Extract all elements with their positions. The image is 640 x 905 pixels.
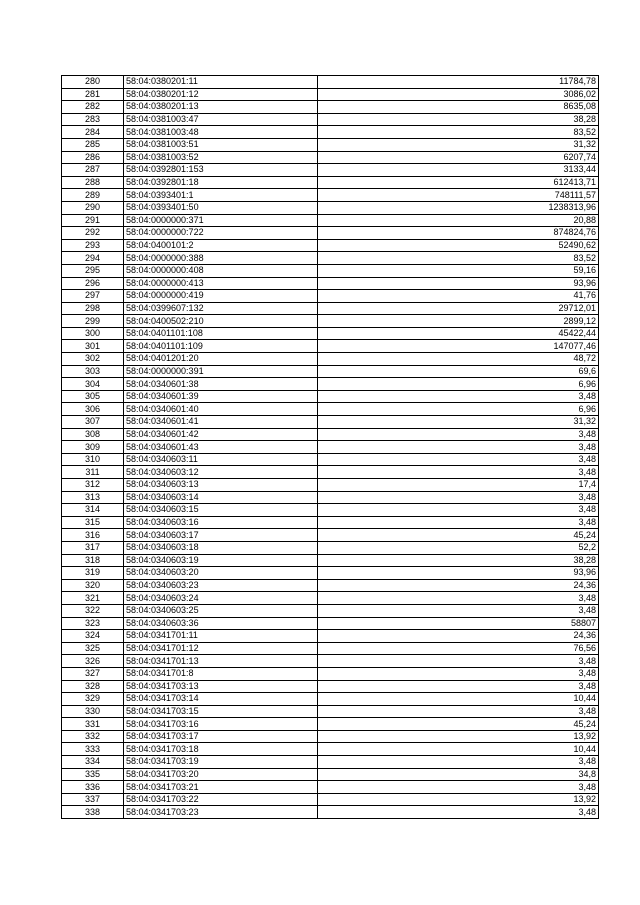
table-row [62,479,599,492]
cadastral-number-cell: 58:04:0341703:20 [124,768,318,781]
row-number-cell: 300 [62,327,124,340]
row-number-cell: 296 [62,277,124,290]
cadastral-number-cell: 58:04:0340603:19 [124,554,318,567]
row-number-cell: 283 [62,113,124,126]
table-row [62,151,599,164]
cadastral-number-cell: 58:04:0000000:391 [124,365,318,378]
value-cell: 59,16 [318,264,599,277]
row-number-cell: 318 [62,554,124,567]
table-row [62,567,599,580]
table-row [62,416,599,429]
row-number-cell: 327 [62,667,124,680]
row-number-cell: 312 [62,479,124,492]
table-row [62,138,599,151]
value-cell: 10,44 [318,743,599,756]
row-number-cell: 280 [62,76,124,89]
cadastral-number-cell: 58:04:0340603:18 [124,541,318,554]
table-row [62,642,599,655]
row-number-cell: 303 [62,365,124,378]
table-row [62,554,599,567]
row-number-cell: 304 [62,378,124,391]
cadastral-number-cell: 58:04:0340603:13 [124,479,318,492]
cadastral-number-cell: 58:04:0399607:132 [124,302,318,315]
value-cell: 748111,57 [318,189,599,202]
cadastral-number-cell: 58:04:0340601:40 [124,403,318,416]
cadastral-number-cell: 58:04:0000000:408 [124,264,318,277]
cadastral-number-cell: 58:04:0393401:50 [124,201,318,214]
row-number-cell: 333 [62,743,124,756]
row-number-cell: 285 [62,138,124,151]
table-row [62,768,599,781]
value-cell: 76,56 [318,642,599,655]
cadastral-number-cell: 58:04:0340601:43 [124,441,318,454]
cadastral-number-cell: 58:04:0401101:108 [124,327,318,340]
value-cell: 34,8 [318,768,599,781]
value-cell: 3,48 [318,466,599,479]
value-cell: 3,48 [318,655,599,668]
value-cell: 45,24 [318,718,599,731]
row-number-cell: 332 [62,730,124,743]
value-cell: 6,96 [318,378,599,391]
row-number-cell: 292 [62,227,124,240]
value-cell: 3,48 [318,604,599,617]
row-number-cell: 295 [62,264,124,277]
row-number-cell: 320 [62,579,124,592]
value-cell: 83,52 [318,126,599,139]
row-number-cell: 305 [62,390,124,403]
table-row [62,441,599,454]
table-row [62,277,599,290]
cadastral-number-cell: 58:04:0393401:1 [124,189,318,202]
table-row [62,189,599,202]
value-cell: 83,52 [318,252,599,265]
value-cell: 3,48 [318,806,599,819]
value-cell: 3086,02 [318,88,599,101]
cadastral-number-cell: 58:04:0381003:48 [124,126,318,139]
value-cell: 13,92 [318,793,599,806]
value-cell: 3,48 [318,680,599,693]
table-row [62,655,599,668]
table-row [62,541,599,554]
value-cell: 13,92 [318,730,599,743]
cadastral-number-cell: 58:04:0341701:11 [124,630,318,643]
value-cell: 48,72 [318,353,599,366]
table-row [62,516,599,529]
value-cell: 17,4 [318,479,599,492]
row-number-cell: 286 [62,151,124,164]
table-row [62,252,599,265]
row-number-cell: 289 [62,189,124,202]
cadastral-number-cell: 58:04:0000000:371 [124,214,318,227]
row-number-cell: 288 [62,176,124,189]
row-number-cell: 330 [62,705,124,718]
row-number-cell: 319 [62,567,124,580]
row-number-cell: 337 [62,793,124,806]
value-cell: 41,76 [318,290,599,303]
table-row [62,290,599,303]
cadastral-number-cell: 58:04:0341701:12 [124,642,318,655]
value-cell: 8635,08 [318,101,599,114]
table-row [62,604,599,617]
table-row [62,730,599,743]
cadastral-number-cell: 58:04:0380201:11 [124,76,318,89]
table-row [62,781,599,794]
row-number-cell: 281 [62,88,124,101]
value-cell: 3,48 [318,781,599,794]
cadastral-number-cell: 58:04:0340603:20 [124,567,318,580]
cadastral-number-cell: 58:04:0340603:16 [124,516,318,529]
table-row [62,579,599,592]
table-row [62,403,599,416]
row-number-cell: 329 [62,693,124,706]
value-cell: 874824,76 [318,227,599,240]
table-row [62,101,599,114]
table-row [62,756,599,769]
cadastral-number-cell: 58:04:0381003:51 [124,138,318,151]
cadastral-number-cell: 58:04:0000000:419 [124,290,318,303]
table-row [62,176,599,189]
table-body [62,76,599,819]
value-cell: 52,2 [318,541,599,554]
table-row [62,667,599,680]
cadastral-number-cell: 58:04:0340603:36 [124,617,318,630]
row-number-cell: 325 [62,642,124,655]
value-cell: 3,48 [318,516,599,529]
cadastral-number-cell: 58:04:0340601:41 [124,416,318,429]
row-number-cell: 299 [62,315,124,328]
cadastral-number-cell: 58:04:0340603:17 [124,529,318,542]
value-cell: 6207,74 [318,151,599,164]
table-row [62,353,599,366]
table-row [62,201,599,214]
cadastral-number-cell: 58:04:0340603:25 [124,604,318,617]
table-row [62,718,599,731]
row-number-cell: 306 [62,403,124,416]
value-cell: 31,32 [318,416,599,429]
table-row [62,390,599,403]
value-cell: 3,48 [318,504,599,517]
table-row [62,491,599,504]
cadastral-number-cell: 58:04:0400101:2 [124,239,318,252]
row-number-cell: 323 [62,617,124,630]
row-number-cell: 313 [62,491,124,504]
table-row [62,340,599,353]
cadastral-number-cell: 58:04:0341703:13 [124,680,318,693]
cadastral-number-cell: 58:04:0341703:22 [124,793,318,806]
value-cell: 3,48 [318,592,599,605]
table-row [62,126,599,139]
row-number-cell: 331 [62,718,124,731]
row-number-cell: 326 [62,655,124,668]
row-number-cell: 316 [62,529,124,542]
cadastral-number-cell: 58:04:0341703:16 [124,718,318,731]
row-number-cell: 335 [62,768,124,781]
value-cell: 29712,01 [318,302,599,315]
cadastral-number-cell: 58:04:0341703:19 [124,756,318,769]
row-number-cell: 298 [62,302,124,315]
table-row [62,693,599,706]
table-row [62,806,599,819]
row-number-cell: 284 [62,126,124,139]
value-cell: 93,96 [318,567,599,580]
table-row [62,239,599,252]
value-cell: 3,48 [318,441,599,454]
value-cell: 10,44 [318,693,599,706]
table-row [62,113,599,126]
table-row [62,466,599,479]
cadastral-number-cell: 58:04:0400502:210 [124,315,318,328]
data-table [61,75,599,819]
table-row [62,76,599,89]
row-number-cell: 322 [62,604,124,617]
row-number-cell: 287 [62,164,124,177]
table-row [62,617,599,630]
value-cell: 24,36 [318,579,599,592]
row-number-cell: 307 [62,416,124,429]
row-number-cell: 293 [62,239,124,252]
table-row [62,302,599,315]
table-row [62,214,599,227]
row-number-cell: 334 [62,756,124,769]
row-number-cell: 317 [62,541,124,554]
value-cell: 3,48 [318,390,599,403]
row-number-cell: 291 [62,214,124,227]
value-cell: 3,48 [318,491,599,504]
row-number-cell: 336 [62,781,124,794]
value-cell: 52490,62 [318,239,599,252]
value-cell: 3,48 [318,705,599,718]
cadastral-number-cell: 58:04:0000000:722 [124,227,318,240]
value-cell: 38,28 [318,554,599,567]
row-number-cell: 309 [62,441,124,454]
table-row [62,164,599,177]
row-number-cell: 311 [62,466,124,479]
table-row [62,227,599,240]
cadastral-number-cell: 58:04:0340603:24 [124,592,318,605]
row-number-cell: 301 [62,340,124,353]
table-row [62,264,599,277]
value-cell: 1238313,96 [318,201,599,214]
row-number-cell: 282 [62,101,124,114]
cadastral-number-cell: 58:04:0381003:47 [124,113,318,126]
table-row [62,743,599,756]
table-row [62,453,599,466]
cadastral-number-cell: 58:04:0341701:13 [124,655,318,668]
cadastral-number-cell: 58:04:0392801:18 [124,176,318,189]
cadastral-number-cell: 58:04:0401201:20 [124,353,318,366]
cadastral-number-cell: 58:04:0401101:109 [124,340,318,353]
cadastral-number-cell: 58:04:0341703:15 [124,705,318,718]
cadastral-number-cell: 58:04:0380201:12 [124,88,318,101]
value-cell: 2899,12 [318,315,599,328]
value-cell: 24,36 [318,630,599,643]
table-row [62,529,599,542]
cadastral-number-cell: 58:04:0341703:21 [124,781,318,794]
cadastral-number-cell: 58:04:0000000:388 [124,252,318,265]
cadastral-number-cell: 58:04:0341703:17 [124,730,318,743]
table-row [62,793,599,806]
table-row [62,504,599,517]
table-row [62,365,599,378]
cadastral-number-cell: 58:04:0341703:18 [124,743,318,756]
value-cell: 93,96 [318,277,599,290]
value-cell: 38,28 [318,113,599,126]
value-cell: 69,6 [318,365,599,378]
value-cell: 58807 [318,617,599,630]
value-cell: 3133,44 [318,164,599,177]
table-row [62,428,599,441]
value-cell: 11784,78 [318,76,599,89]
cadastral-number-cell: 58:04:0340601:38 [124,378,318,391]
row-number-cell: 290 [62,201,124,214]
cadastral-number-cell: 58:04:0381003:52 [124,151,318,164]
table-row [62,630,599,643]
row-number-cell: 324 [62,630,124,643]
cadastral-number-cell: 58:04:0380201:13 [124,101,318,114]
cadastral-number-cell: 58:04:0341703:14 [124,693,318,706]
cadastral-number-cell: 58:04:0340603:14 [124,491,318,504]
value-cell: 3,48 [318,756,599,769]
cadastral-number-cell: 58:04:0341701:8 [124,667,318,680]
table-row [62,327,599,340]
cadastral-number-cell: 58:04:0392801:153 [124,164,318,177]
row-number-cell: 294 [62,252,124,265]
value-cell: 31,32 [318,138,599,151]
value-cell: 6,96 [318,403,599,416]
table-row [62,378,599,391]
value-cell: 45422,44 [318,327,599,340]
cadastral-number-cell: 58:04:0340603:23 [124,579,318,592]
cadastral-number-cell: 58:04:0340603:12 [124,466,318,479]
table-row [62,315,599,328]
value-cell: 20,88 [318,214,599,227]
row-number-cell: 321 [62,592,124,605]
row-number-cell: 328 [62,680,124,693]
value-cell: 147077,46 [318,340,599,353]
row-number-cell: 314 [62,504,124,517]
value-cell: 3,48 [318,667,599,680]
cadastral-number-cell: 58:04:0340601:42 [124,428,318,441]
value-cell: 3,48 [318,428,599,441]
row-number-cell: 310 [62,453,124,466]
table-row [62,705,599,718]
table-row [62,88,599,101]
row-number-cell: 338 [62,806,124,819]
value-cell: 3,48 [318,453,599,466]
cadastral-number-cell: 58:04:0340603:15 [124,504,318,517]
row-number-cell: 297 [62,290,124,303]
row-number-cell: 308 [62,428,124,441]
value-cell: 45,24 [318,529,599,542]
row-number-cell: 302 [62,353,124,366]
table-row [62,592,599,605]
value-cell: 612413,71 [318,176,599,189]
cadastral-number-cell: 58:04:0340601:39 [124,390,318,403]
cadastral-number-cell: 58:04:0341703:23 [124,806,318,819]
table-row [62,680,599,693]
cadastral-number-cell: 58:04:0000000:413 [124,277,318,290]
row-number-cell: 315 [62,516,124,529]
cadastral-number-cell: 58:04:0340603:11 [124,453,318,466]
